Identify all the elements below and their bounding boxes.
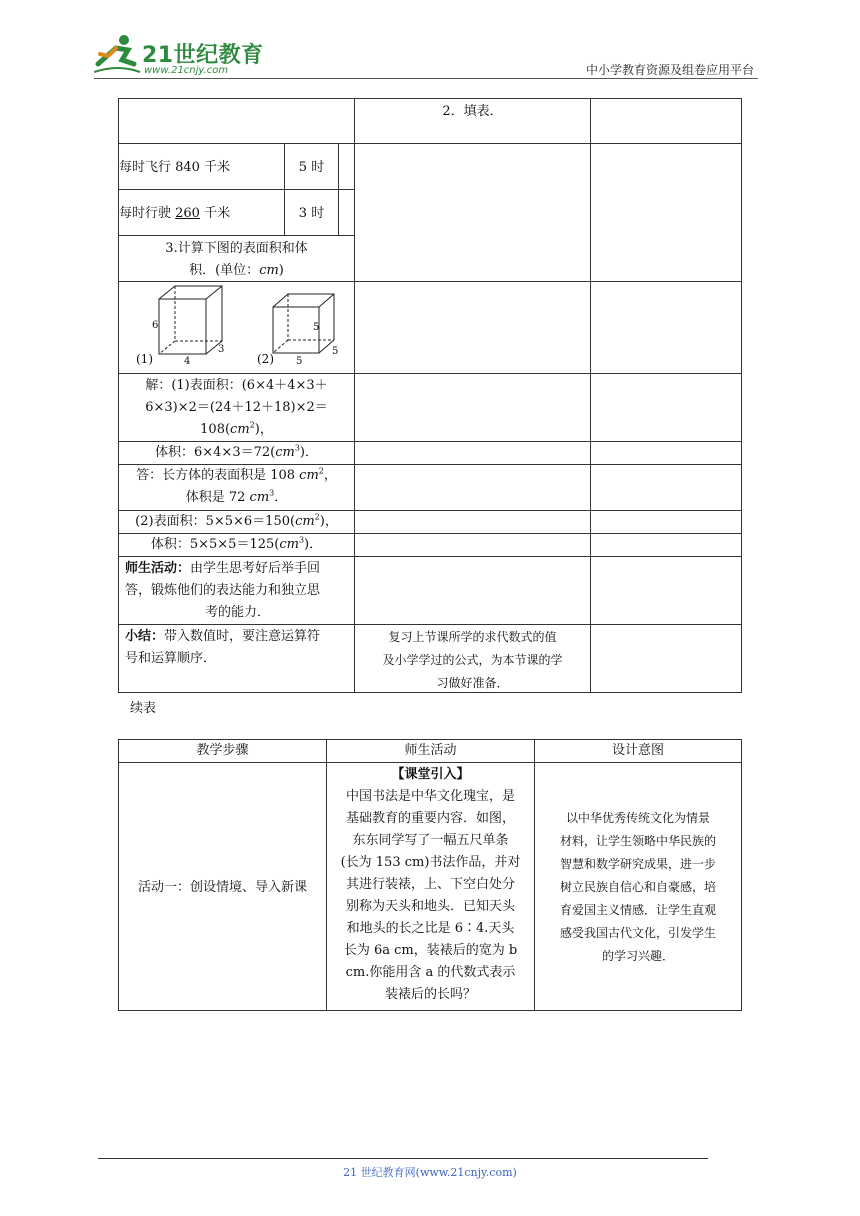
platform-name: 中小学教育资源及组卷应用平台	[585, 63, 754, 77]
solution-surface-area: 解：(1)表面积：(6×4＋4×3＋ 6×3)×2＝(24＋12＋18)×2＝ $108(cm^2)$，	[118, 373, 355, 442]
cuboid-2	[273, 294, 334, 353]
site-logo	[94, 34, 264, 82]
question-3: 3.计算下图的表面积和体 积．(单位：cm)	[118, 235, 355, 282]
table1-v2-mid	[354, 533, 591, 557]
table1-sa2-right	[590, 510, 742, 534]
figure-1-height: 6	[152, 320, 159, 331]
review-intent: 复习上节课所学的求代数式的值 及小学学过的公式，为本节课的学 习做好准备．	[354, 624, 591, 693]
summary: 小结：带入数值时，要注意运算符 号和运算顺序．	[118, 624, 355, 693]
figures-cell	[118, 281, 355, 374]
figure-2-width: 5	[296, 356, 303, 367]
solution-volume-2: 体积：$5\times 5\times 5=125(cm^3)$．	[118, 533, 355, 557]
plane-speed-label: 每时飞行 840 千米	[118, 143, 285, 190]
table1-act-mid	[354, 556, 591, 625]
table1-mid-block	[354, 143, 591, 282]
table1-fig-mid	[354, 281, 591, 374]
header-divider	[94, 78, 758, 79]
figure-1-width: 4	[184, 356, 191, 367]
car-time: 3 时	[284, 189, 339, 236]
figure-1-label: (1)	[136, 352, 153, 366]
intro-title: 【课堂引入】	[391, 767, 470, 782]
class-intro-activity: 【课堂引入】 中国书法是中华文化瑰宝，是 基础教育的重要内容．如图， 东东同学写了一幅五尺单条 (长为 153 cm)书法作品，并对 其进行装裱，上、下空白处分 别称为天头和地头．已知天头 和地头的长之比是 6∶4.天头 长为 6a cm，装裱后的宽为 b cm.你能用含 a 的代数式表示 装裱后的长吗？	[326, 762, 535, 1011]
table1-v1-right	[590, 441, 742, 465]
table1-sum-right	[590, 624, 742, 693]
runner-logo-icon	[94, 34, 142, 76]
header-design-intent: 设计意图	[534, 739, 742, 763]
table1-v2-right	[590, 533, 742, 557]
table1-cell-r1c3	[590, 98, 742, 144]
continued-label: 续表	[130, 701, 157, 716]
table1-right-block	[590, 143, 742, 282]
table1-sol-mid	[354, 373, 591, 442]
footer-link[interactable]: 21 世纪教育网(www.21cnjy.com)	[343, 1166, 517, 1179]
teacher-student-activity: 师生活动：由学生思考好后举手回 答，锻炼他们的表达能力和独立思 考的能力．	[118, 556, 355, 625]
table1-a1-mid	[354, 464, 591, 511]
table1-fig-right	[590, 281, 742, 374]
cuboid-1	[159, 286, 225, 355]
table1-v1-mid	[354, 441, 591, 465]
car-result-cell[interactable]	[338, 189, 355, 236]
table1-sol-right	[590, 373, 742, 442]
logo-url: www.21cnjy.com	[144, 65, 229, 76]
car-speed-label: 每时行驶 260 千米	[118, 189, 285, 236]
design-intent: 以中华优秀传统文化为情景 材料，让学生领略中华民族的 智慧和数学研究成果，进一步 树立民族自信心和自豪感，培 育爱国主义情感．让学生直观 感受我国古代文化，引发学生 的学习兴趣．	[534, 762, 742, 1011]
figure-2-label: (2)	[257, 352, 274, 366]
teaching-step-activity-1: 活动一：创设情境、导入新课	[118, 762, 327, 1011]
table1-act-right	[590, 556, 742, 625]
table1-sa2-mid	[354, 510, 591, 534]
header-activity: 师生活动	[326, 739, 535, 763]
table1-cell-r1c1	[118, 98, 355, 144]
figure-2-height: 5	[313, 322, 320, 333]
plane-result-cell[interactable]	[338, 143, 355, 190]
header-teaching-step: 教学步骤	[118, 739, 327, 763]
answer-1: 答：长方体的表面积是 108 $cm^2$， 体积是 72 $cm^3$．	[118, 464, 355, 511]
table1-a1-right	[590, 464, 742, 511]
footer-divider	[98, 1158, 708, 1159]
solution-volume-1: 体积：$6\times 4\times 3=72(cm^3)$．	[118, 441, 355, 465]
plane-time: 5 时	[284, 143, 339, 190]
figure-2-depth: 5	[332, 346, 339, 357]
solution-surface-area-2: (2)表面积：$5\times 5\times 6=150(cm^2)$，	[118, 510, 355, 534]
fill-table-title: 2．填表．	[354, 98, 591, 144]
logo-text: 21世纪教育	[142, 43, 264, 68]
figure-1-depth: 3	[218, 344, 225, 355]
